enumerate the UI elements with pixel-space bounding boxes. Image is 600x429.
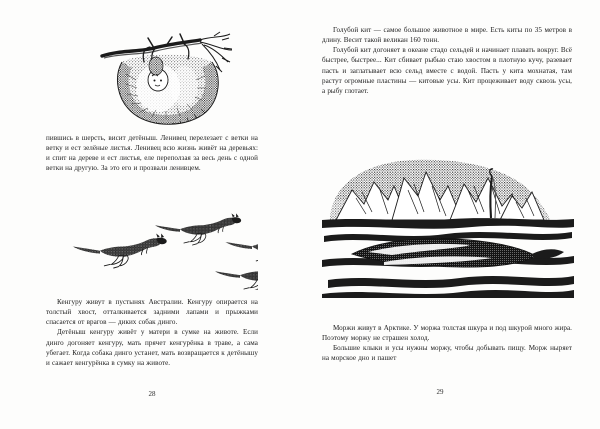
folio-right: 29 — [436, 388, 444, 396]
paragraph-walrus-1: Моржи живут в Арктике. У моржа толстая шкура и под шкурой много жира. Поэтому моржу не страшен холод. — [322, 324, 572, 343]
paragraph-kangaroo-2: Детёныш кенгуру живёт у матери в сумке на животе. Если динго догоняет кенгуру, мать прячет кенгурёнка в траве, а сама убегает. Когда собака динго устанет, мать возвращается к детёнышу и сажает кенгурёнка в сумку на животе. — [46, 328, 258, 367]
kangaroo-text-column — [46, 297, 258, 368]
folio-left: 28 — [148, 390, 156, 398]
whale-text-column — [322, 25, 572, 96]
walrus-text-column — [322, 323, 572, 364]
paragraph-blue-whale-1: Голубой кит — самое большое животное в мире. Есть киты по 35 метров в длину. Весит такой великан 160 тонн. — [322, 26, 572, 45]
sloth-text-column — [46, 133, 258, 174]
paragraph-walrus-2: Большие клыки и усы нужны моржу, чтобы добывать пищу. Морж ныряет на морское дно и пашет — [322, 344, 572, 363]
paragraph-kangaroo-1: Кенгуру живут в пустынях Австралии. Кенгуру опирается на толстый хвост, отталкивается задними лапами и прыжками спасается от врагов — диких собак динго. — [46, 298, 258, 327]
sloth-hanging-on-branch-illustration — [96, 28, 236, 132]
paragraph-sloth-continued: пившись в шерсть, висит детёныш. Ленивец перелезает с ветки на ветку и ест зелёные листья. Ленивец всю жизнь живёт на деревьях: и спит на дереве и ест листья, еле переползая за весь день с одной ветки на другую. За это его и прозвали ленивцем. — [46, 134, 258, 173]
whale-spouting-among-icebergs-illustration — [322, 156, 574, 304]
paragraph-blue-whale-2: Голубой кит догоняет в океане стадо сельдей и начинает плавать вокруг. Всё быстрее, быстрее... Кит сбивает рыбью стаю хвостом в плотную кучу, разевает пасть и заглатывает всю сельд вместе с водой. Пасть у кита мохнатая, там растут огромные пластины — китовые усы. Кит процеживает воду сквозь усы, а рыбу глотает. — [322, 46, 572, 95]
right-page — [300, 0, 600, 429]
leaping-kangaroos-illustration — [52, 198, 258, 290]
